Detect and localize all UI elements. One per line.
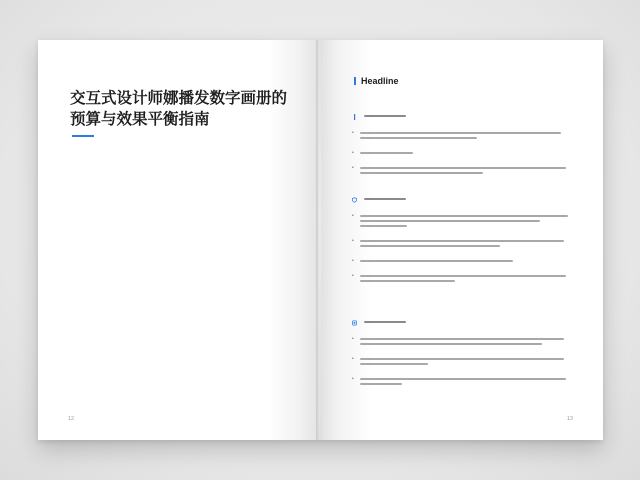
- bullet-icon: •: [352, 165, 354, 171]
- list-item: [352, 258, 572, 265]
- list-item: [352, 165, 572, 177]
- item-text: [360, 238, 572, 250]
- bullet-icon: •: [352, 213, 354, 219]
- text-line: [360, 343, 542, 345]
- line-marker-icon: [352, 114, 357, 119]
- title-line-2: 预算与效果平衡指南: [70, 110, 210, 128]
- accent-divider: [72, 135, 94, 137]
- section-heading-text: [364, 321, 406, 323]
- section-heading: [352, 113, 572, 120]
- text-line: [360, 240, 564, 242]
- item-text: [360, 130, 572, 142]
- bullet-icon: •: [352, 336, 354, 342]
- text-line: [360, 245, 500, 247]
- text-line: [360, 280, 455, 282]
- item-text: [360, 356, 572, 368]
- title-line-1: 交互式设计师娜播发数字画册的: [70, 89, 288, 107]
- text-line: [360, 378, 566, 380]
- bullet-icon: •: [352, 130, 354, 136]
- shield-icon: [352, 197, 357, 202]
- item-text: [360, 213, 572, 230]
- section-heading-text: [364, 198, 406, 200]
- item-text: [360, 273, 572, 285]
- item-text: [360, 165, 572, 177]
- item-text: [360, 258, 572, 265]
- text-line: [360, 358, 564, 360]
- bullet-icon: •: [352, 356, 354, 362]
- badge-icon: [352, 320, 357, 325]
- item-text: [360, 376, 572, 388]
- toc-section: [352, 196, 572, 293]
- list-item: [352, 238, 572, 250]
- item-text: [360, 336, 572, 348]
- list-item: [352, 273, 572, 285]
- bullet-icon: •: [352, 238, 354, 244]
- text-line: [360, 338, 564, 340]
- bullet-icon: •: [352, 376, 354, 382]
- text-line: [360, 225, 407, 227]
- text-line: [360, 383, 402, 385]
- text-line: [360, 167, 566, 169]
- text-line: [360, 260, 513, 262]
- open-brochure: [38, 40, 603, 440]
- text-line: [360, 152, 413, 154]
- text-line: [360, 132, 561, 134]
- list-item: [352, 336, 572, 348]
- heading-marker-icon: [354, 77, 356, 85]
- text-line: [360, 215, 568, 217]
- item-text: [360, 150, 572, 157]
- bullet-icon: •: [352, 273, 354, 279]
- list-item: [352, 356, 572, 368]
- section-heading: [352, 196, 572, 203]
- section-heading-text: [364, 115, 406, 117]
- text-line: [360, 275, 566, 277]
- text-line: [360, 172, 483, 174]
- bullet-icon: •: [352, 258, 354, 264]
- toc-section: [352, 113, 572, 185]
- toc-heading-label: Headline: [361, 76, 399, 86]
- list-item: [352, 150, 572, 157]
- text-line: [360, 220, 540, 222]
- list-item: [352, 213, 572, 230]
- text-line: [360, 137, 477, 139]
- toc-section: [352, 319, 572, 396]
- left-page: [38, 40, 318, 440]
- list-item: [352, 130, 572, 142]
- text-line: [360, 363, 428, 365]
- page-title: [70, 88, 300, 130]
- section-heading: [352, 319, 572, 326]
- toc-heading: [354, 76, 399, 86]
- list-item: [352, 376, 572, 388]
- bullet-icon: •: [352, 150, 354, 156]
- right-page: [322, 40, 603, 440]
- left-page-number: 12: [68, 416, 75, 422]
- right-page-number: 13: [566, 416, 573, 422]
